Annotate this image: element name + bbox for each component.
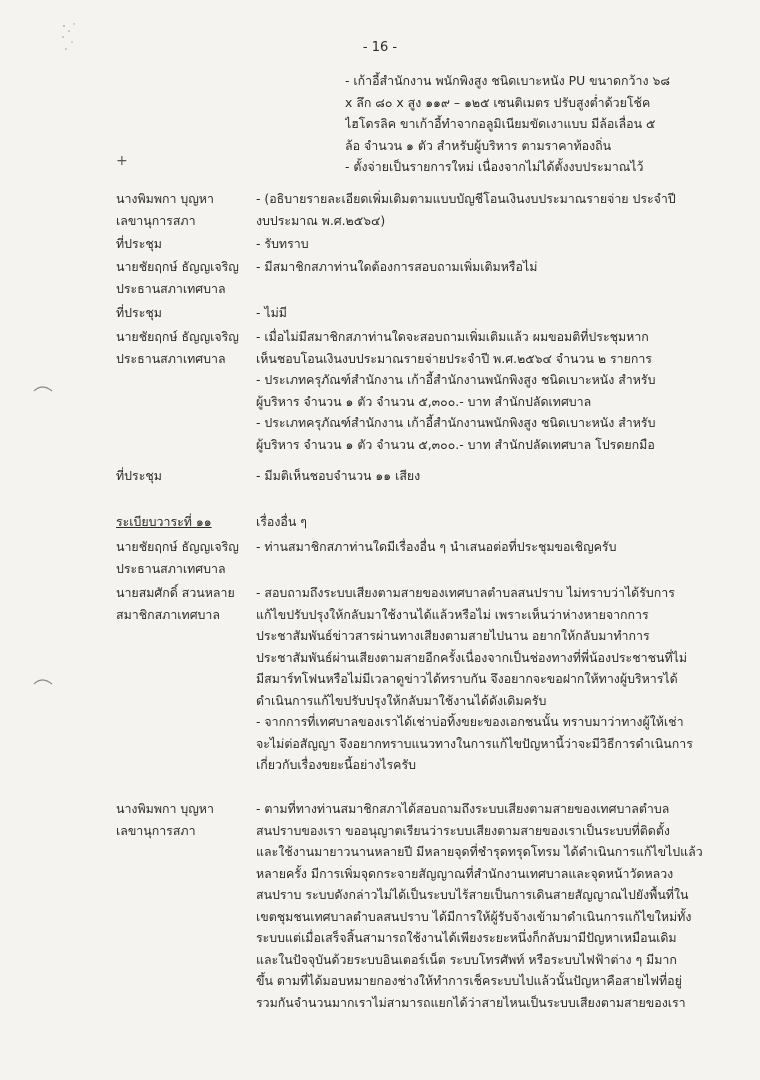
agenda-title: เรื่องอื่น ๆ	[256, 514, 307, 529]
speaker-statement: - เมื่อไม่มีสมาชิกสภาท่านใดจะสอบถามเพิ่มเติมแล้ว ผมขอมติที่ประชุมหาก เห็นชอบโอนเงินงบประมาณรายจ่ายประจำปี พ.ศ.๒๕๖๔ จำนวน ๒ รายการ - ประเภทครุภัณฑ์สำนักงาน เก้าอี้สำนักงานพนักพิงสูง ชนิดเบาะหนัง สำหรับ ผู้บริหาร จำนวน ๑ ตัว จำนวน ๕,๓๐๐.- บาท สำนักปลัดเทศบาล - ประเภทครุภัณฑ์สำนักงาน เก้าอี้สำนักงานพนักพิงสูง ชนิดเบาะหนัง สำหรับ ผู้บริหาร จำนวน ๑ ตัว จำนวน ๕,๓๐๐.- บาท สำนักปลัดเทศบาล โปรดยกมือ	[256, 329, 656, 452]
speaker-statement: - ท่านสมาชิกสภาท่านใดมีเรื่องอื่น ๆ นำเสนอต่อที่ประชุมขอเชิญครับ	[256, 539, 617, 554]
top-item-block	[345, 70, 705, 178]
text-line: - เก้าอี้สำนักงาน พนักพิงสูง ชนิดเบาะหนัง PU ขนาดกว้าง ๖๘	[345, 73, 670, 88]
speaker-name: ที่ประชุม	[116, 305, 162, 320]
speaker-name: นายสมศักดิ์ สวนหลาย สมาชิกสภาเทศบาล	[116, 585, 235, 622]
speaker-statement: - ไม่มี	[256, 305, 287, 320]
hole-punch-mark	[32, 676, 54, 686]
plus-mark: +	[116, 153, 128, 169]
speaker-statement: - รับทราบ	[256, 236, 309, 251]
speaker-name: นางพิมพกา บุญหา เลขานุการสภา	[116, 191, 214, 228]
text-line: ล้อ จำนวน ๑ ตัว สำหรับผู้บริหาร ตามราคาท้องถิ่น	[345, 137, 612, 153]
page-number: - 16 -	[362, 40, 398, 55]
speaker-statement: - มีมติเห็นชอบจำนวน ๑๑ เสียง	[256, 468, 421, 483]
speaker-statement: - สอบถามถึงระบบเสียงตามสายของเทศบาลตำบลสนปราบ ไม่ทราบว่าได้รับการ แก้ไขปรับปรุงให้กลับมาใช้งานได้แล้วหรือไม่ เพราะเห็นว่าห่างหายจากการ ประชาสัมพันธ์ข่าวสารผ่านทางเสียงตามสายไปนาน อยากให้กลับมาทำการ ประชาสัมพันธ์ผ่านเสียงตามสายอีกครั้งเนื่องจากเป็นช่องทางที่พี่น้องประชาชนที่ไม่ มีสมาร์ทโฟนหรือไม่มีเวลาดูข่าวได้ทราบกัน จึงอยากจะขอฝากให้ทางผู้บริหารได้ ดำเนินการแก้ไขปรับปรุงให้กลับมาใช้งานได้ดังเดิมครับ - จากการที่เทศบาลของเราได้เช่าบ่อทิ้งขยะของเอกชนนั้น ทราบมาว่าทางผู้ให้เช่า จะไม่ต่อสัญญา จึงอยากทราบแนวทางในการแก้ไขปัญหานี้ว่าจะมีวิธีการดำเนินการ เกี่ยวกับเรื่องขยะนี้อย่างไรครับ	[256, 585, 693, 772]
text-line: x ลึก ๘๐ x สูง ๑๑๙ – ๑๒๕ เซนติเมตร ปรับสูงต่ำด้วยโช้ค	[345, 94, 651, 110]
speaker-name: ที่ประชุม	[116, 236, 162, 251]
text-line: ไฮโดรลิค ขาเก้าอี้ทำจากอลูมิเนียมขัดเงาแบบ มีล้อเลื่อน ๕	[345, 116, 656, 131]
speaker-name: นางพิมพกา บุญหา เลขานุการสภา	[116, 801, 214, 838]
speaker-name: ที่ประชุม	[116, 468, 162, 483]
agenda-heading: ระเบียบวาระที่ ๑๑	[116, 514, 212, 529]
speaker-name: นายชัยฤกษ์ ธัญญเจริญ ประธานสภาเทศบาล	[116, 539, 239, 576]
hole-punch-mark	[32, 383, 54, 393]
text-line: - ตั้งจ่ายเป็นรายการใหม่ เนื่องจากไม่ได้ตั้งงบประมาณไว้	[345, 159, 644, 174]
speaker-name: นายชัยฤกษ์ ธัญญเจริญ ประธานสภาเทศบาล	[116, 259, 239, 296]
speaker-statement: - ตามที่ทางท่านสมาชิกสภาได้สอบถามถึงระบบเสียงตามสายของเทศบาลตำบล สนปราบของเรา ขออนุญาตเรียนว่าระบบเสียงตามสายของเราเป็นระบบที่ติดตั้ง และใช้งานมายาวนานหลายปี มีหลายจุดที่ชำรุดทรุดโทรม ได้ดำเนินการแก้ไขไปแล้ว หลายครั้ง มีการเพิ่มจุดกระจายสัญญาณที่สำนักงานเทศบาลและจุดหน้าวัดหลวง สนปราบ ระบบดังกล่าวไม่ได้เป็นระบบไร้สายเป็นการเดินสายสัญญาณไปยังพื้นที่ใน เขตชุมชนเทศบาลตำบลสนปราบ ได้มีการให้ผู้รับจ้างเข้ามาดำเนินการแก้ไขใหม่ทั้ง ระบบแต่เมื่อเสร็จสิ้นสามารถใช้งานได้เพียงระยะหนึ่งก็กลับมามีปัญหาเหมือนเดิม และในปัจจุบันด้วยระบบอินเตอร์เน็ต ระบบโทรศัพท์ หรือระบบไฟฟ้าต่าง ๆ มีมาก ขึ้น ตามที่ได้มอบหมายกองช่างให้ทำการเช็คระบบไปแล้วนั้นปัญหาคือสายไฟที่อยู่ รวมกันจำนวนมากเราไม่สามารถแยกได้ว่าสายไหนเป็นระบบเสียงตามสายของเรา	[256, 801, 703, 1010]
speaker-name: นายชัยฤกษ์ ธัญญเจริญ ประธานสภาเทศบาล	[116, 329, 239, 366]
speaker-statement: - มีสมาชิกสภาท่านใดต้องการสอบถามเพิ่มเติมหรือไม่	[256, 259, 538, 274]
speaker-statement: - (อธิบายรายละเอียดเพิ่มเติมตามแบบบัญชีโอนเงินงบประมาณรายจ่าย ประจำปี งบประมาณ พ.ศ.๒๕๖๔)	[256, 191, 676, 228]
